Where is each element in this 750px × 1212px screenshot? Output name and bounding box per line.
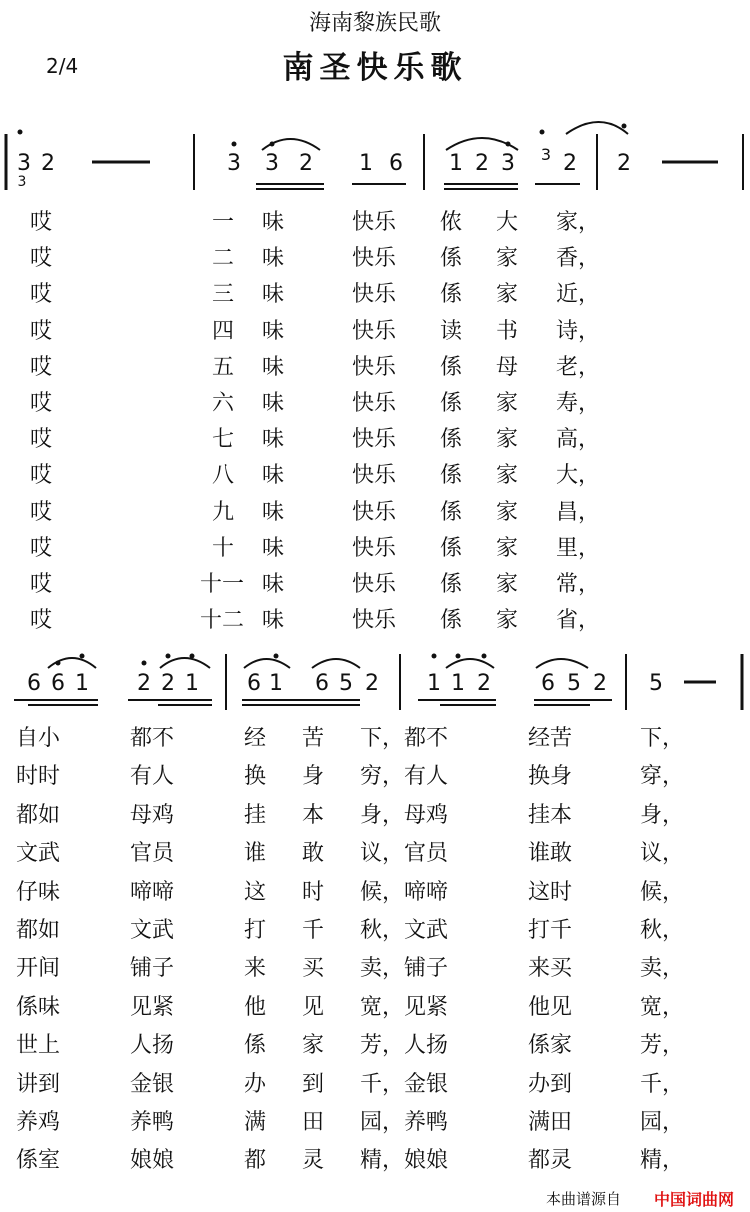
notation-row-1	[17, 145, 631, 176]
lyric-cell: 味	[262, 499, 285, 525]
lyric-cell: 快乐	[352, 427, 397, 453]
note: 1	[269, 671, 283, 696]
lyric-cell: 来	[244, 956, 267, 982]
note: 2	[161, 671, 175, 696]
lyric-cell: 係	[440, 427, 463, 453]
lyric-cell: 宽，	[640, 994, 685, 1020]
lyric-cell: 家	[496, 572, 519, 597]
lyric-cell: 自小	[16, 726, 61, 751]
lyric-cell: 讲到	[16, 1071, 61, 1097]
lyric-cell: 快乐	[352, 463, 397, 489]
lyric-cell: 家，	[556, 210, 601, 235]
lyric-cell: 身	[302, 764, 325, 790]
lyric-cell: 係	[440, 499, 463, 525]
lyric-cell: 啼啼	[130, 879, 175, 905]
lyric-cell: 快乐	[352, 210, 397, 235]
lyric-cell: 係	[440, 463, 463, 489]
lyric-cell: 哎	[30, 210, 53, 235]
lyric-cell: 换	[244, 764, 267, 790]
lyric-cell: 他	[244, 994, 267, 1020]
note: 2	[299, 151, 313, 176]
lyric-cell: 家	[496, 499, 519, 525]
lyric-cell: 係	[440, 246, 463, 272]
lyric-cell: 议，官员	[360, 841, 449, 867]
note: 5	[567, 671, 581, 696]
lyric-cell: 打	[244, 918, 267, 943]
note: 2	[593, 671, 607, 696]
song-subtitle: 海南黎族民歌	[308, 11, 441, 36]
lyric-cell: 大	[496, 210, 519, 235]
lyric-cell: 九	[212, 499, 235, 525]
lyric-cell: 下，都不	[360, 726, 449, 751]
lyric-cell: 家	[496, 282, 519, 308]
note: 2	[137, 671, 151, 696]
lyric-cell: 读	[440, 318, 463, 344]
lyric-cell: 世上	[16, 1033, 61, 1059]
lyric-cell: 都	[244, 1148, 267, 1174]
lyric-cell: 挂本	[528, 802, 573, 828]
note: 1	[75, 671, 89, 696]
lyric-cell: 寿，	[556, 391, 601, 416]
lyric-cell: 养鸭	[130, 1110, 175, 1135]
lyric-cell: 三	[212, 282, 235, 308]
lyric-cell: 味	[262, 427, 285, 453]
lyric-cell: 家	[496, 391, 519, 416]
lyric-cell: 这时	[528, 879, 573, 905]
lyric-cell: 快乐	[352, 391, 397, 416]
lyric-cell: 十一	[200, 572, 245, 597]
lyric-cell: 近，	[556, 282, 601, 308]
lyric-cell: 换身	[528, 764, 573, 790]
lyric-cell: 千，	[640, 1071, 685, 1097]
lyric-cell: 到	[302, 1071, 325, 1097]
lyric-cell: 经苦	[528, 726, 573, 751]
lyric-cell: 哎	[30, 608, 53, 634]
note: 2	[475, 151, 489, 176]
lyric-cell: 见紧	[130, 994, 175, 1020]
lyric-cell: 十二	[200, 608, 245, 634]
lyric-cell: 係	[440, 391, 463, 416]
lyric-cell: 这	[244, 879, 267, 905]
lyric-cell: 下，	[640, 726, 685, 751]
lyric-cell: 味	[262, 246, 285, 272]
lyric-cell: 千	[302, 918, 325, 943]
lyric-cell: 家	[496, 463, 519, 489]
lyric-cell: 哎	[30, 499, 53, 525]
lyric-cell: 係	[440, 282, 463, 308]
note: 6	[315, 671, 329, 696]
lyric-cell: 仔味	[16, 879, 61, 905]
lyric-cell: 议，	[640, 841, 685, 867]
lyric-cell: 係室	[16, 1148, 61, 1174]
lyric-cell: 人扬	[130, 1033, 175, 1059]
lyric-cell: 园，养鸭	[360, 1110, 449, 1135]
lyric-cell: 味	[262, 318, 285, 344]
lyric-cell: 五	[212, 354, 235, 380]
lyric-cell: 都如	[16, 918, 61, 943]
lyric-cell: 开间	[16, 956, 61, 982]
lyric-cell: 味	[262, 572, 285, 597]
site-name: 中国词曲网	[654, 1190, 735, 1209]
lyric-cell: 快乐	[352, 608, 397, 634]
lyric-cell: 秋，文武	[360, 918, 449, 943]
lyric-cell: 係	[440, 535, 463, 561]
note: 5	[339, 671, 353, 696]
note: 3	[17, 174, 27, 190]
lyric-cell: 快乐	[352, 246, 397, 272]
lyric-cell: 老，	[556, 354, 601, 380]
note: 3	[501, 151, 515, 176]
lyric-cell: 哎	[30, 282, 53, 308]
lyric-cell: 金银	[130, 1071, 175, 1097]
lyric-cell: 园，	[640, 1110, 685, 1135]
lyric-cell: 八	[212, 463, 235, 489]
lyric-cell: 係	[440, 608, 463, 634]
note: 2	[41, 151, 55, 176]
lyric-cell: 办到	[528, 1071, 573, 1097]
lyric-cell: 二	[212, 246, 235, 272]
lyric-cell: 身，母鸡	[360, 802, 449, 828]
lyric-cell: 芳，	[640, 1033, 685, 1059]
note: 1	[449, 151, 463, 176]
lyric-cell: 卖，铺子	[360, 956, 449, 982]
lyric-cell: 芳，人扬	[360, 1033, 449, 1059]
lyric-cell: 係家	[528, 1033, 573, 1059]
lyric-cell: 係味	[16, 994, 61, 1020]
lyric-cell: 哎	[30, 535, 53, 561]
lyric-cell: 挂	[244, 802, 267, 828]
lyric-cell: 谁	[244, 841, 267, 867]
lyric-cell: 苦	[302, 726, 325, 751]
lyric-cell: 卖，	[640, 956, 685, 982]
note: 5	[649, 671, 663, 696]
lyric-cell: 买	[302, 956, 325, 982]
lyric-cell: 铺子	[130, 956, 175, 982]
lyric-cell: 里，	[556, 535, 601, 561]
lyric-cell: 灵	[302, 1148, 325, 1174]
time-signature: 2/4	[46, 54, 79, 78]
lyric-cell: 家	[496, 608, 519, 634]
lyric-cell: 味	[262, 354, 285, 380]
lyric-cell: 哎	[30, 318, 53, 344]
note: 6	[247, 671, 261, 696]
lyric-cell: 官员	[130, 841, 175, 867]
lyric-cell: 哎	[30, 246, 53, 272]
lyric-cell: 穿，	[640, 764, 685, 790]
lyric-cell: 哎	[30, 572, 53, 597]
lyric-cell: 秋，	[640, 918, 685, 943]
lyric-cell: 时时	[16, 764, 61, 790]
lyric-cell: 味	[262, 282, 285, 308]
lyric-cell: 娘娘	[130, 1148, 175, 1174]
lyric-cell: 快乐	[352, 535, 397, 561]
lyric-cell: 味	[262, 210, 285, 235]
lyric-cell: 时	[302, 879, 325, 905]
note: 2	[617, 151, 631, 176]
lyric-cell: 哎	[30, 463, 53, 489]
note: 1	[427, 671, 441, 696]
lyric-cell: 快乐	[352, 318, 397, 344]
lyric-cell: 穷，有人	[360, 764, 449, 790]
lyric-cell: 家	[496, 535, 519, 561]
lyric-cell: 味	[262, 535, 285, 561]
lyric-cell: 候，啼啼	[360, 879, 449, 905]
lyric-cell: 身，	[640, 802, 685, 828]
lyric-cell: 侬	[440, 210, 463, 235]
lyric-cell: 来买	[528, 956, 573, 982]
note: 2	[563, 151, 577, 176]
lyric-cell: 味	[262, 608, 285, 634]
lyric-cell: 候，	[640, 879, 685, 905]
note: 1	[359, 151, 373, 176]
note: 2	[477, 671, 491, 696]
song-title: 南圣快乐歌	[282, 50, 468, 86]
lyric-cell: 谁敢	[528, 841, 573, 867]
lyric-cell: 千，金银	[360, 1071, 449, 1097]
lyric-cell: 味	[262, 463, 285, 489]
lyric-cell: 快乐	[352, 282, 397, 308]
lyric-cell: 精，	[640, 1148, 685, 1174]
lyric-cell: 家	[496, 246, 519, 272]
note: 3	[540, 145, 552, 164]
lyric-cell: 家	[302, 1033, 325, 1059]
note: 3	[17, 151, 31, 176]
lyric-cell: 快乐	[352, 572, 397, 597]
lyric-cell: 昌，	[556, 499, 601, 525]
lyric-cell: 书	[496, 318, 519, 344]
notation-row-2	[27, 671, 663, 696]
lyric-cell: 四	[212, 318, 235, 344]
lyric-cell: 打千	[528, 918, 573, 943]
note: 1	[185, 671, 199, 696]
lyric-cell: 敢	[302, 841, 325, 867]
lyric-cell: 大，	[556, 463, 601, 489]
lyric-cell: 常，	[556, 572, 601, 597]
lyric-cell: 香，	[556, 246, 601, 272]
lyric-cell: 本	[302, 802, 325, 828]
lyric-cell: 都灵	[528, 1148, 573, 1174]
lyric-cell: 他见	[528, 994, 573, 1020]
lyric-cell: 满田	[528, 1110, 573, 1135]
note: 3	[227, 151, 241, 176]
lyric-cell: 母	[496, 354, 519, 380]
lyric-cell: 满	[244, 1110, 267, 1135]
lyric-cell: 宽，见紧	[360, 994, 449, 1020]
lyric-cell: 养鸡	[16, 1110, 61, 1135]
lyric-cell: 七	[212, 427, 235, 453]
lyric-cell: 诗，	[556, 318, 601, 344]
lyric-cell: 哎	[30, 354, 53, 380]
note: 6	[541, 671, 555, 696]
lyric-cell: 哎	[30, 391, 53, 416]
lyric-cell: 高，	[556, 427, 601, 453]
lyric-cell: 係	[244, 1033, 267, 1059]
lyric-cell: 六	[212, 391, 235, 416]
lyric-cell: 都不	[130, 726, 175, 751]
source-label: 本曲谱源自	[546, 1190, 622, 1208]
lyric-cell: 文武	[130, 918, 175, 943]
lyric-cell: 有人	[130, 764, 175, 790]
lyric-cell: 家	[496, 427, 519, 453]
lyric-cell: 都如	[16, 802, 61, 828]
lyric-cell: 快乐	[352, 499, 397, 525]
note: 2	[365, 671, 379, 696]
note: 6	[27, 671, 41, 696]
lyric-cell: 十	[212, 535, 235, 561]
note: 1	[451, 671, 465, 696]
lyric-cell: 快乐	[352, 354, 397, 380]
lyric-cell: 哎	[30, 427, 53, 453]
lyric-cell: 文武	[16, 841, 61, 867]
note: 6	[389, 151, 403, 176]
lyric-cell: 係	[440, 354, 463, 380]
lyric-cell: 省，	[556, 608, 601, 634]
lyric-cell: 味	[262, 391, 285, 416]
lyric-cell: 田	[302, 1110, 325, 1135]
lyric-cell: 母鸡	[130, 802, 175, 828]
lyric-cell: 见	[302, 994, 325, 1020]
lyric-cell: 精，娘娘	[360, 1148, 449, 1174]
note: 3	[265, 151, 279, 176]
lyric-cell: 一	[212, 210, 235, 235]
lyric-cell: 经	[244, 726, 267, 751]
lyric-cell: 係	[440, 572, 463, 597]
lyric-cell: 办	[244, 1071, 267, 1097]
note: 6	[51, 671, 65, 696]
